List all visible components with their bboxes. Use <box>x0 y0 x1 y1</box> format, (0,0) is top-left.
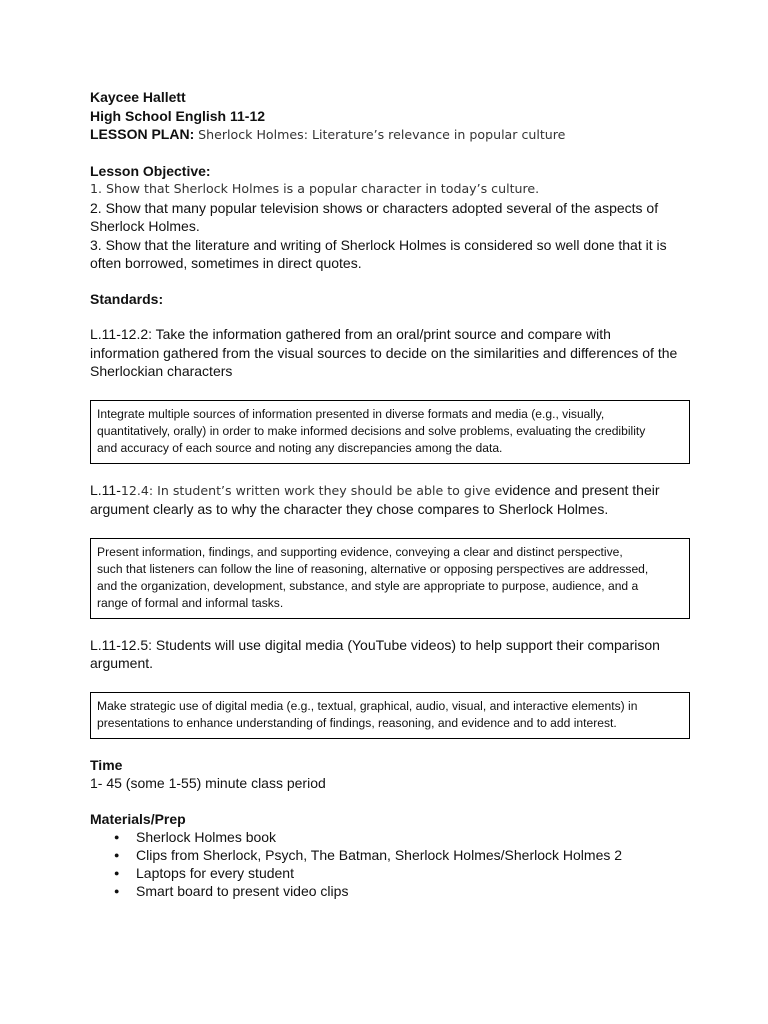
spacer <box>90 793 690 810</box>
list-item: ● Smart board to present video clips <box>136 882 690 900</box>
spacer <box>90 673 690 692</box>
standard-2-box-line-3: and the organization, development, substance, and style are appropriate to purpose, audience, and a <box>97 578 639 593</box>
list-item: ● Clips from Sherlock, Psych, The Batman, Sherlock Holmes/Sherlock Holmes 2 <box>136 846 690 864</box>
spacer <box>90 145 690 162</box>
lesson-plan-title: Sherlock Holmes: Literature’s relevance in popular culture <box>198 127 566 142</box>
objective-heading: Lesson Objective: <box>90 162 211 179</box>
standard-2-box-line-1: Present information, findings, and supporting evidence, conveying a clear and distinct perspective, <box>97 544 623 559</box>
materials-heading: Materials/Prep <box>90 810 186 827</box>
spacer <box>90 381 690 400</box>
spacer <box>90 273 690 290</box>
standard-3-line-1: L.11-12.5: Students will use digital media (YouTube videos) to help support their comparison <box>90 636 660 653</box>
objective-item-1: 1. Show that Sherlock Holmes is a popular character in today’s culture. <box>90 181 540 196</box>
author-name: Kaycee Hallett <box>90 89 186 105</box>
standard-2-text-rest: vidence and present their <box>502 481 660 498</box>
standard-1-box <box>90 400 690 464</box>
list-item: ● Laptops for every student <box>136 864 690 882</box>
objective-item-3-cont: often borrowed, sometimes in direct quotes. <box>90 255 362 271</box>
lesson-plan-title-line <box>90 125 690 145</box>
standard-2-box <box>90 538 690 619</box>
standard-2-box-line-4: range of formal and informal tasks. <box>97 595 284 610</box>
lesson-plan-label: LESSON PLAN: <box>90 126 195 142</box>
time-text: 1- 45 (some 1-55) minute class period <box>90 775 326 791</box>
list-item: ● Sherlock Holmes book <box>136 828 690 846</box>
spacer <box>90 308 690 325</box>
standard-2-line-2: argument clearly as to why the character they chose compares to Sherlock Holmes. <box>90 501 609 517</box>
standard-2-text-light: 12.4: In student’s written work they should be able to give e <box>120 482 503 498</box>
standard-2-line-1 <box>90 481 690 501</box>
standard-3-box-line-1: Make strategic use of digital media (e.g., textual, graphical, audio, visual, and interactive elements) in <box>97 698 638 713</box>
standard-1-line-1: L.11-12.2: Take the information gathered from an oral/print source and compare with <box>90 326 611 342</box>
standard-1-box-line-2: quantitatively, orally) in order to make informed decisions and solve problems, evaluating the credibility <box>97 423 646 438</box>
lesson-plan-document <box>90 88 690 900</box>
course-name: High School English 11-12 <box>90 107 266 124</box>
spacer <box>90 519 690 538</box>
standard-2-code-a: L.11- <box>90 481 121 498</box>
objective-item-2: 2. Show that many popular television shows or characters adopted several of the aspects of <box>90 199 659 216</box>
spacer <box>90 464 690 481</box>
standard-1-line-3: Sherlockian characters <box>90 363 233 379</box>
standard-1-line-2: information gathered from the visual sources to decide on the similarities and differences of the <box>90 344 678 361</box>
standard-3-box-line-2: presentations to enhance understanding of findings, reasoning, and evidence and to add interest. <box>97 715 617 730</box>
standard-3-line-2: argument. <box>90 655 154 671</box>
standards-heading: Standards: <box>90 290 164 307</box>
spacer <box>90 619 690 636</box>
standard-2-box-line-2: such that listeners can follow the line of reasoning, alternative or opposing perspectives are addressed, <box>97 561 649 576</box>
standard-1-box-line-3: and accuracy of each source and noting any discrepancies among the data. <box>97 440 503 455</box>
spacer <box>90 739 690 756</box>
materials-list <box>90 828 690 900</box>
standard-3-box <box>90 692 690 739</box>
time-heading: Time <box>90 756 123 773</box>
objective-item-3: 3. Show that the literature and writing of Sherlock Holmes is considered so well done that it is <box>90 236 667 253</box>
objective-item-2-cont: Sherlock Holmes. <box>90 218 200 234</box>
standard-1-box-line-1: Integrate multiple sources of information presented in diverse formats and media (e.g., visually, <box>97 406 605 421</box>
